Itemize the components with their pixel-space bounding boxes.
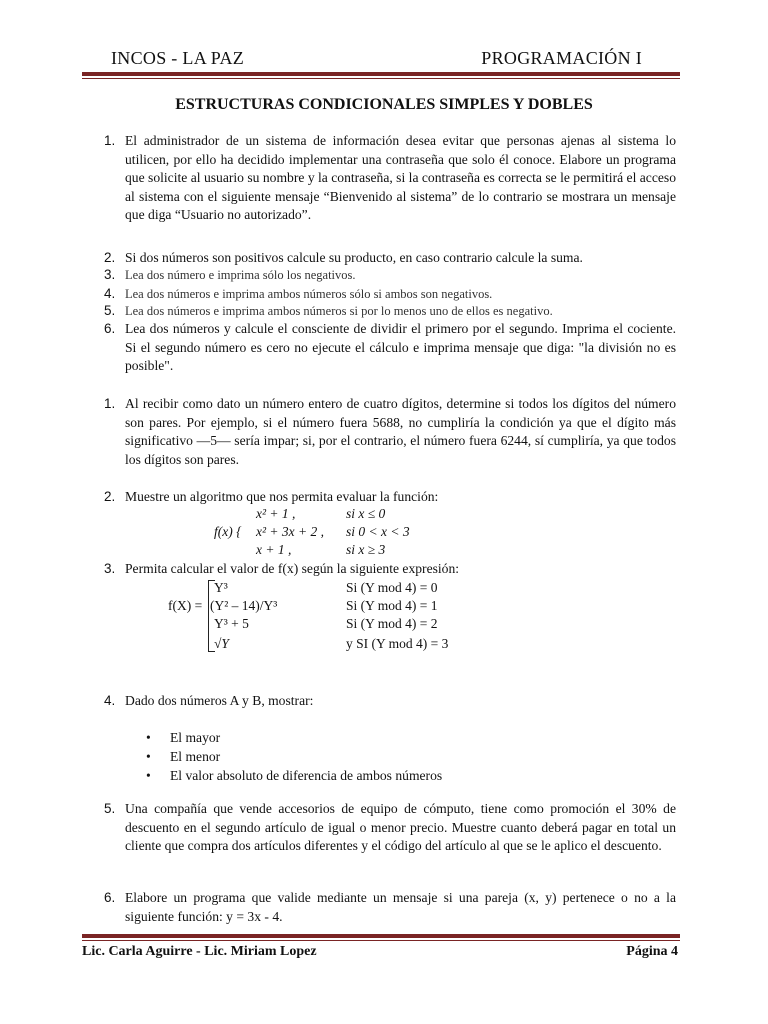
function-expr: x + 1 , (256, 542, 292, 557)
item-text: Dado dos números A y B, mostrar: (125, 693, 314, 708)
function-cond: si x ≥ 3 (346, 542, 386, 557)
item-number: 4. (104, 286, 116, 301)
item-text: Lea dos números e imprima ambos números sólo si ambos son negativos. (125, 287, 493, 301)
item-text: Lea dos números e imprima ambos números si por lo menos uno de ellos es negativo. (125, 304, 553, 318)
item-number: 6. (104, 890, 116, 905)
item-number: 1. (104, 396, 116, 411)
item-text: Una compañía que vende accesorios de equipo de cómputo, tiene como promoción el 30% de descuento en el segundo artículo de igual o menor precio. Muestre cuanto deberá pagar en total un cliente que compra dos artículos diferentes y el código del artículo al que se le aplico el descuento. (125, 801, 676, 853)
header-subject: PROGRAMACIÓN I (481, 48, 642, 68)
item-number: 5. (104, 801, 116, 816)
list-item (104, 266, 676, 285)
bullet-icon: • (146, 749, 151, 764)
list-item (104, 692, 676, 711)
item-number: 6. (104, 321, 116, 336)
page-title: ESTRUCTURAS CONDICIONALES SIMPLES Y DOBLES (175, 96, 593, 113)
item-text: Muestre un algoritmo que nos permita evaluar la función: (125, 489, 439, 504)
function-cond: Si (Y mod 4) = 1 (346, 598, 438, 613)
footer-page-number: Página 4 (626, 944, 678, 959)
function-expr: Y³ + 5 (214, 616, 249, 631)
list-item (104, 560, 676, 579)
bullet-icon: • (146, 768, 151, 783)
function-expr: x² + 1 , (256, 506, 296, 521)
bullet-item: • El valor absoluto de diferencia de ambos números (146, 768, 443, 783)
bullet-item: • El menor (146, 749, 221, 764)
function-lhs: f(X) = (168, 598, 203, 613)
list-item (104, 488, 676, 507)
bullet-item: • El mayor (146, 730, 221, 745)
list-item (104, 302, 676, 321)
item-text: Lea dos números y calcule el consciente de dividir el primero por el segundo. Imprima el cociente. Si el segundo número es cero no ejecute el cálculo e imprima mensaje que diga: "la división no es posible". (125, 321, 676, 373)
list-item (104, 800, 676, 856)
bullet-icon: • (146, 730, 151, 745)
function-expr: (Y² – 14)/Y³ (210, 598, 278, 613)
list-item (104, 889, 676, 926)
footer-rule (82, 934, 680, 941)
item-number: 4. (104, 693, 116, 708)
function-lhs: f(x) { (214, 524, 242, 539)
header-institution: INCOS - LA PAZ (111, 48, 245, 68)
item-text: El administrador de un sistema de información desea evitar que personas ajenas al sistema lo utilicen, por ello ha decidido implementar una contraseña que solo él conoce. Elabore un programa que solicite al usuario su nombre y la contraseña, si la contraseña es correcta se le permitirá el acceso al sistema con el siguiente mensaje “Bienvenido al sistema” de lo contrario se mostrara un mensaje que diga “Usuario no autorizado”. (125, 133, 676, 222)
function-expr: Y³ (214, 580, 228, 595)
header-rule (82, 72, 680, 79)
item-text: Al recibir como dato un número entero de cuatro dígitos, determine si todos los dígitos del número son pares. Por ejemplo, si el número fuera 5688, no cumpliría la condición ya que el dígito más significativo —5— sería impar; si, por el contrario, el número fuera 6244, sí cumpliría, ya que todos los dígitos son pares. (125, 396, 676, 467)
function-cond: si x ≤ 0 (346, 506, 386, 521)
function-expr: x² + 3x + 2 , (256, 524, 325, 539)
item-number: 3. (104, 267, 116, 282)
function-cond: Si (Y mod 4) = 0 (346, 580, 438, 595)
item-text: Lea dos número e imprima sólo los negativos. (125, 268, 356, 282)
item-number: 2. (104, 489, 116, 504)
function-expr: √Y (214, 636, 229, 651)
item-number: 1. (104, 133, 116, 148)
item-number: 3. (104, 561, 116, 576)
item-number: 2. (104, 250, 116, 265)
item-text: Elabore un programa que valide mediante un mensaje si una pareja (x, y) pertenece o no a la siguiente función: y = 3x - 4. (125, 890, 676, 924)
list-item (104, 395, 676, 469)
item-number: 5. (104, 303, 116, 318)
item-text: Si dos números son positivos calcule su producto, en caso contrario calcule la suma. (125, 250, 583, 265)
list-item (104, 132, 676, 225)
list-item (104, 249, 676, 268)
function-cond: si 0 < x < 3 (346, 524, 410, 539)
function-cond: Si (Y mod 4) = 2 (346, 616, 438, 631)
function-cond: y SI (Y mod 4) = 3 (346, 636, 449, 651)
item-text: Permita calcular el valor de f(x) según la siguiente expresión: (125, 561, 460, 576)
list-item (104, 285, 676, 304)
footer-authors: Lic. Carla Aguirre - Lic. Miriam Lopez (82, 944, 317, 959)
list-item (104, 320, 676, 376)
